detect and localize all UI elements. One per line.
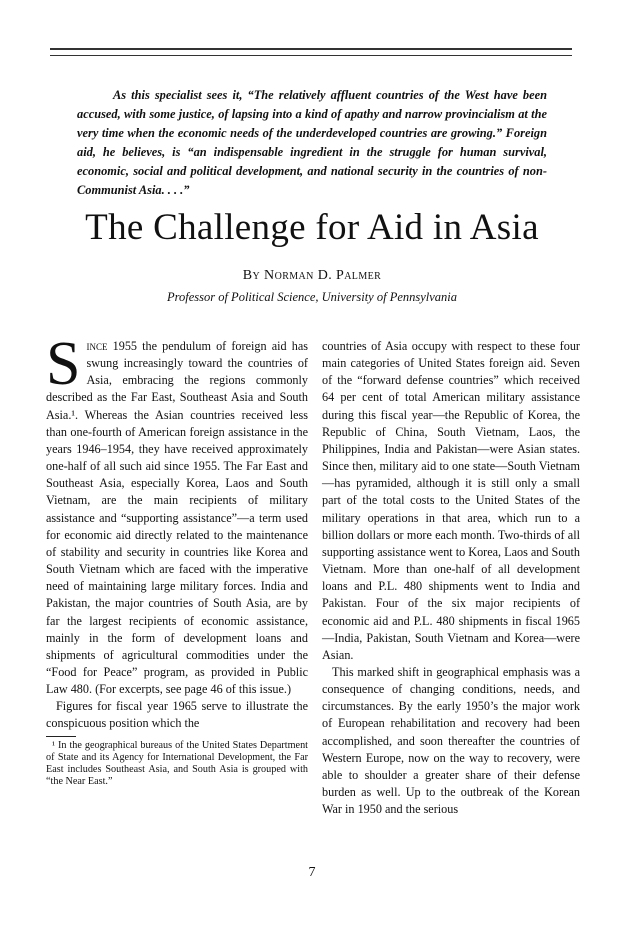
left-paragraph-2: Figures for fiscal year 1965 serve to illustrate the conspicuous position which the: [46, 699, 308, 731]
footnote-rule: [46, 736, 76, 737]
byline: By Norman D. Palmer: [242, 268, 382, 283]
footnote: ¹ In the geographical bureaus of the United States Department of State and its Agency for International Development, the Far East includes Southeast Asia, and South Asia is grouped with “the Near East.”: [46, 739, 308, 788]
left-column: [46, 330, 308, 788]
author-affiliation: Professor of Political Science, University of Pennsylvania: [166, 290, 458, 304]
header-rule: [50, 48, 572, 50]
header-rule-thin: [50, 55, 572, 56]
article-title: The Challenge for Aid in Asia: [85, 207, 539, 248]
intro-blurb: As this specialist sees it, “The relatively affluent countries of the West have been accused, with some justice, of lapsing into a kind of apathy and narrow provincialism at the very time when the economic needs of the underdeveloped countries are growing.” Foreign aid, he believes, is “an indispensable ingredient in the struggle for human survival, economic, social and political development, and national security in the countries of non-Communist Asia. . . .”: [77, 88, 547, 197]
page-number: 7: [308, 865, 316, 880]
right-paragraph-2: This marked shift in geographical emphasis was a consequence of changing conditions, needs, and circumstances. By the early 1950’s the major work of European rehabilitation and recovery had been accomplished, and soon thereafter the countries of Western Europe, now on the way to recovery, were able to shoulder a greater share of their defense burden as well. Up to the outbreak of the Korean War in 1950 and the serious: [322, 664, 580, 817]
right-paragraph-1: countries of Asia occupy with respect to these four main categories of United States foreign aid. Seven of the “forward defense countries” which received 64 per cent of total American military assistance during this fiscal year—the Republic of Korea, the Republic of China, South Vietnam, Laos, the Philippines, India and Pakistan—were Asian states. Since then, military aid to one state—South Vietnam—has pyramided, although it is still only a small part of the total costs to the United States of the military operations in that area, which run to a billion dollars or more each month. Two-thirds of all supporting assistance went to Korea, Laos and South Vietnam. More than one-half of all development loans and P.L. 480 shipments went to India and Pakistan. Four of the six major recipients of economic aid and P.L. 480 shipments in fiscal 1965—India, Pakistan, South Vietnam and Korea—were Asian.: [322, 339, 580, 662]
right-column: [322, 338, 580, 818]
left-paragraph-1-text: 1955 the pendulum of foreign aid has swung increasingly toward the countries of Asia, embracing the regions commonly described as the Far East, Southeast Asia and South Asia.¹. Whereas the Asian countries received less than one-fourth of American foreign assistance in the years 1946–1954, they have received approximately one-half of all such aid since 1955. The Far East and Southeast Asia, especially Korea, Laos and South Vietnam, are the main recipients of military assistance and “supporting assistance”—a term used for economic aid directly related to the maintenance of stability and security in countries like Korea and South Vietnam which are faced with the imperative need of maintaining large military forces. India and Pakistan, the major countries of South Asia, are by far the largest recipients of economic assistance, mainly in the form of development loans and shipments of agricultural commodities under the “Food for Peace” program, as provided in Public Law 480. (For excerpts, see page 46 of this issue.): [46, 339, 308, 697]
lead-small-caps: ince: [86, 339, 108, 353]
drop-cap: S: [46, 330, 81, 398]
left-paragraph-1: [46, 330, 308, 698]
